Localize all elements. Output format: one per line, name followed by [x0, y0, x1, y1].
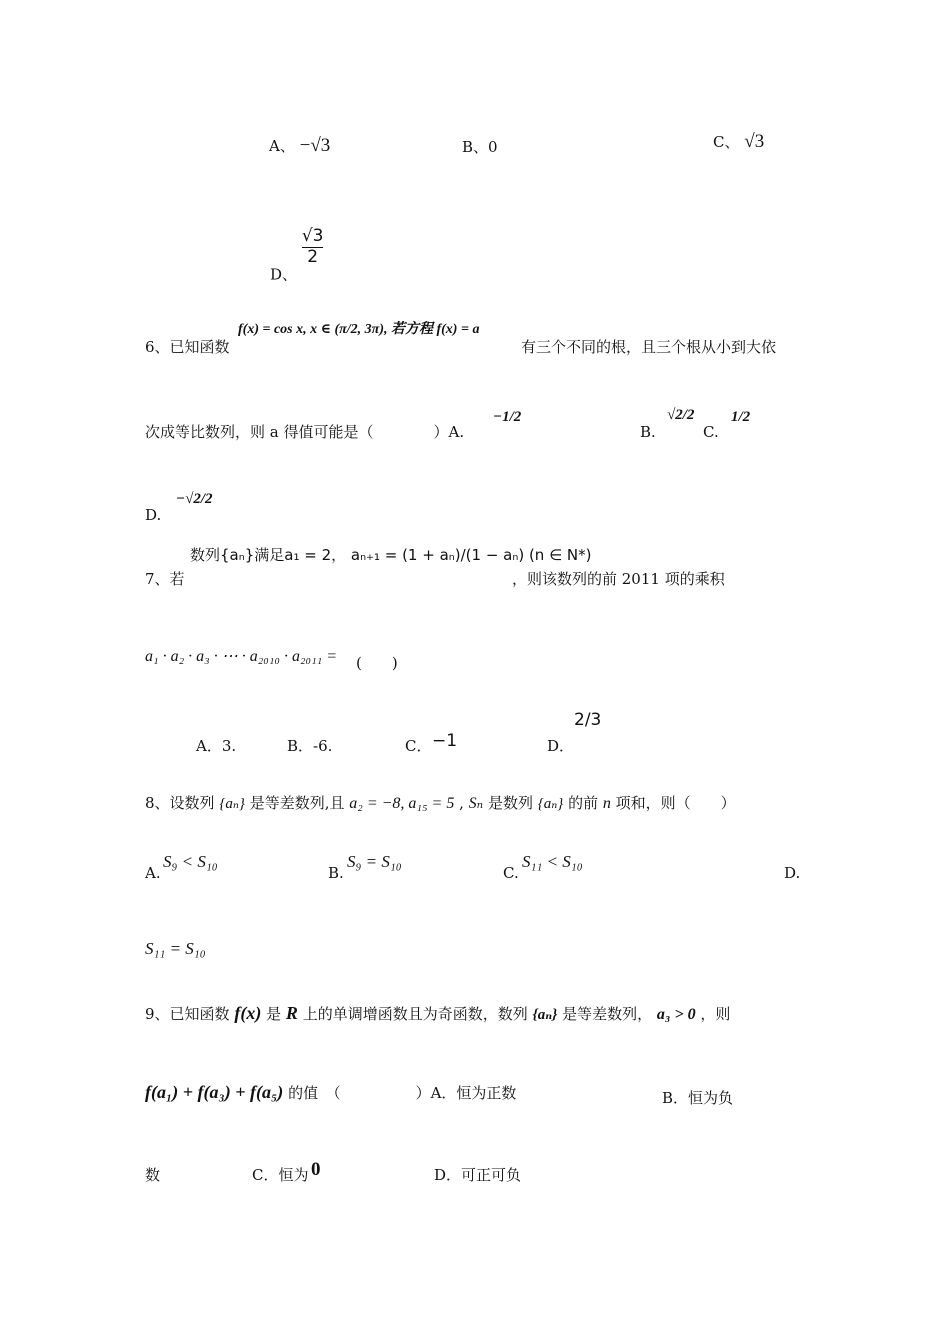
- q9-sequence: {aₙ}: [532, 1007, 558, 1023]
- q7-suffix: ，则该数列的前 2011 项的乘积: [512, 570, 725, 588]
- q8-sequence-2: {aₙ}: [537, 796, 564, 812]
- q8-option-a: S₉ < S₁₀: [163, 852, 218, 871]
- q5-option-c-value: √3: [744, 131, 765, 152]
- q7-option-c-label: C．: [405, 737, 432, 755]
- q7-option-b: B．-6.: [287, 737, 333, 755]
- q8-option-d-label: D.: [784, 864, 801, 882]
- q8-text2: 是等差数列,且: [249, 794, 345, 812]
- q5-option-d-numerator: √3: [301, 226, 324, 246]
- q8-line1: [145, 796, 736, 812]
- q5-option-c: [713, 132, 764, 151]
- q9-line2: [145, 1083, 516, 1101]
- q5-option-c-label: C、: [713, 133, 740, 151]
- q7-option-d: 2/3: [574, 710, 602, 730]
- q8-sn: Sₙ: [468, 795, 484, 812]
- q6-option-c-label: C.: [703, 423, 719, 441]
- q5-option-a-value: −√3: [299, 135, 331, 156]
- q7-option-c: −1: [432, 731, 458, 751]
- q8-text6: 项和，则（ ）: [615, 794, 736, 812]
- q9-line3-start: 数: [145, 1166, 161, 1184]
- q6-option-a: −1/2: [493, 409, 522, 425]
- q6-option-c: 1/2: [731, 409, 751, 425]
- q7-option-d-label: D．: [547, 737, 575, 755]
- q8-option-d: S₁₁ = S₁₀: [145, 939, 206, 958]
- q9-text1: 9、已知函数: [145, 1005, 230, 1023]
- q9-R: R: [285, 1003, 298, 1023]
- q8-text5: 的前: [568, 794, 599, 812]
- q6-option-d: −√2/2: [176, 491, 213, 507]
- q7-paren: ( ): [356, 654, 398, 672]
- q6-line2: 次成等比数列，则 a 得值可能是（ ）A.: [145, 423, 465, 441]
- q5-option-d-denominator: 2: [307, 246, 319, 267]
- q8-text4: 是数列: [487, 794, 533, 812]
- q7-prefix: 7、若: [145, 570, 185, 588]
- q6-suffix: 有三个不同的根，且三个根从小到大依: [521, 338, 777, 356]
- q6-option-b: √2/2: [667, 407, 695, 423]
- q9-text4: 是等差数列，: [562, 1005, 653, 1023]
- q8-option-c: S₁₁ < S₁₀: [522, 852, 583, 871]
- q8-option-a-label: A.: [145, 864, 161, 882]
- q8-option-c-label: C.: [503, 864, 519, 882]
- q8-n: n: [602, 795, 611, 812]
- q9-text3: 上的单调增函数且为奇函数，数列: [302, 1005, 528, 1023]
- q8-option-b-label: B.: [328, 864, 344, 882]
- q9-line1: [145, 1004, 730, 1023]
- q6-option-b-label: B.: [640, 423, 656, 441]
- q5-option-b: B、0: [462, 138, 498, 156]
- q5-option-d-label: D、: [270, 265, 298, 284]
- q8-condition: a₂ = −8, a₁₅ = 5: [349, 795, 455, 812]
- q9-option-b: B．恒为负: [662, 1089, 734, 1107]
- q8-text3: ,: [459, 794, 464, 812]
- q9-fx: f(x): [234, 1003, 262, 1023]
- q5-option-d-fraction: [302, 228, 324, 267]
- q6-option-d-label: D.: [145, 506, 162, 524]
- q8-option-b: S₉ = S₁₀: [347, 852, 402, 871]
- q8-sequence: {aₙ}: [219, 796, 245, 812]
- q6-prefix: 6、已知函数: [145, 338, 230, 356]
- q7-product: a₁ · a₂ · a₃ · ⋯ · a₂₀₁₀ · a₂₀₁₁ =: [145, 648, 337, 665]
- q9-option-d: D．可正可负: [434, 1166, 522, 1184]
- q9-text2: 是: [266, 1005, 282, 1023]
- q9-option-c: 0: [311, 1159, 321, 1180]
- q9-sum: f(a₁) + f(a₃) + f(a₅): [145, 1082, 284, 1102]
- q5-option-a-label: A、: [269, 137, 295, 155]
- q9-text6: 的值 （ ）A．恒为正数: [288, 1084, 517, 1102]
- q5-option-d: [270, 228, 323, 282]
- q9-text5: ，则: [700, 1005, 731, 1023]
- q7-option-a: A．3.: [196, 737, 237, 755]
- q9-option-c-label: C．恒为: [252, 1166, 309, 1184]
- q9-condition: a₃ > 0: [656, 1006, 696, 1023]
- q5-option-a: [269, 136, 330, 155]
- q6-formula: f(x) = cos x, x ∈ (π/2, 3π), 若方程 f(x) = a: [238, 322, 480, 337]
- q7-condition: 数列{aₙ}满足a₁ = 2， aₙ₊₁ = (1 + aₙ)/(1 − aₙ) (n ∈ N*): [190, 546, 592, 564]
- q8-text1: 8、设数列: [145, 794, 215, 812]
